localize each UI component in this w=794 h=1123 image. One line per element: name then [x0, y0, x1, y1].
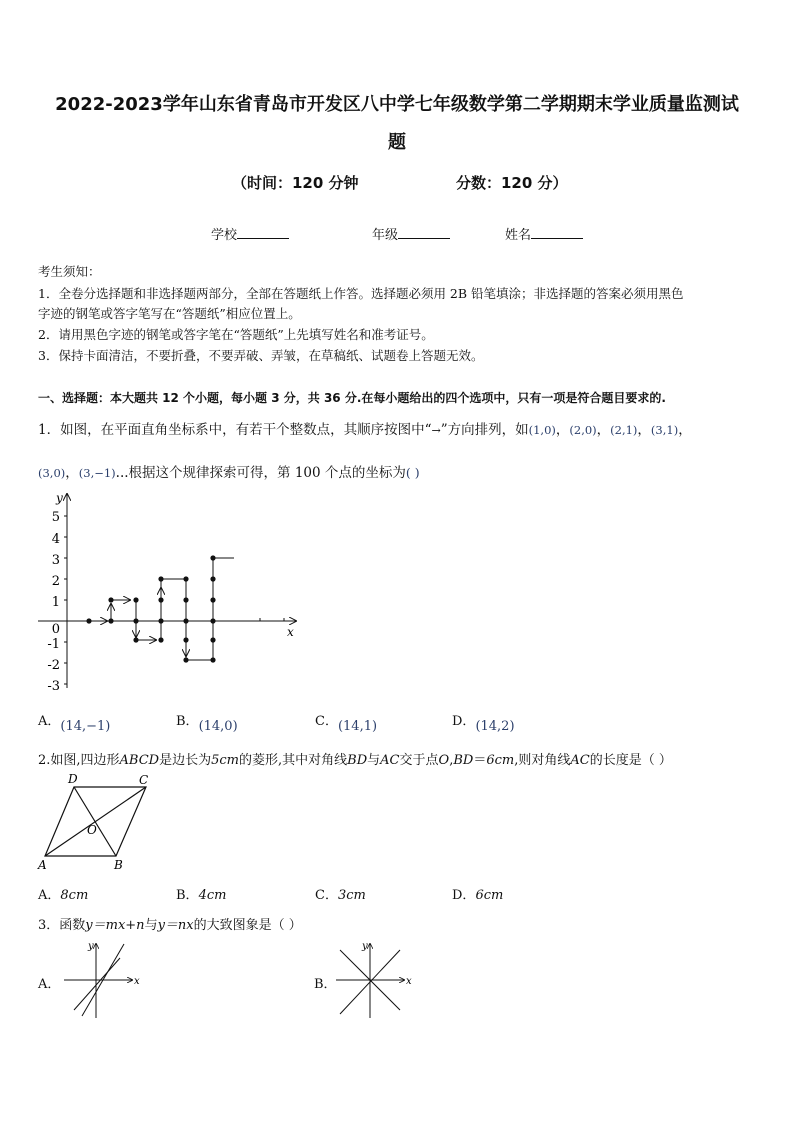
option-letter: C．	[315, 714, 338, 729]
y-tick-label: -3	[47, 679, 60, 694]
y-tick-label: 3	[51, 553, 60, 568]
question-1-line-2: (3,0)，(3,−1)...根据这个规律探索可得，第 100 个点的坐标为( )	[38, 465, 420, 481]
q2-text: 2.如图,四边形	[38, 753, 120, 768]
right-arrow-icon: →	[431, 424, 441, 437]
y-tick-label: 5	[51, 510, 60, 525]
option-value: (14,0)	[198, 719, 238, 734]
page-title: 2022-2023学年山东省青岛市开发区八中学七年级数学第二学期期末学业质量监测试	[55, 94, 739, 115]
option-letter: A．	[38, 888, 61, 903]
exam-score: 分数：120 分）	[456, 174, 568, 192]
option-value: 4cm	[198, 888, 227, 903]
option-letter: B．	[176, 888, 199, 903]
school-label: 学校	[211, 228, 238, 243]
option-value: 3cm	[337, 888, 366, 903]
q3-text: 与	[144, 918, 158, 933]
q2-option-c[interactable]	[315, 884, 366, 903]
vertex-label-d: D	[68, 772, 78, 786]
page-title-continued: 题	[388, 132, 406, 153]
option-value: (14,−1)	[60, 719, 111, 734]
math-var: AC	[570, 753, 590, 768]
answer-paren: ( )	[405, 465, 420, 480]
y-tick-label: 1	[51, 595, 60, 610]
math-var: O	[438, 753, 450, 768]
q1-text: 1．如图，在平面直角坐标系中，有若干个整数点，其顺序按图中“	[38, 422, 432, 438]
q2-text: 是边长为	[159, 753, 212, 768]
notice-item: 3．保持卡面清洁，不要折叠，不要弄破、弄皱，在草稿纸、试题卷上答题无效。	[38, 348, 484, 363]
notice-item: 1．全卷分选择题和非选择题两部分，全部在答题纸上作答。选择题必须用 2B 铅笔填涂；非选择题的答案必须用黑色	[38, 286, 684, 301]
math-var: BD	[453, 753, 474, 768]
q2-option-a[interactable]	[38, 884, 88, 903]
q2-text: 的长度是（ ）	[589, 753, 672, 768]
exam-time: （时间：120 分钟	[232, 174, 359, 192]
math-formula: y＝nx	[157, 918, 194, 933]
question-3	[38, 914, 302, 933]
name-field[interactable]	[505, 224, 583, 243]
math-formula: y＝mx+n	[85, 918, 145, 933]
lattice-points	[86, 555, 215, 662]
question-1-line-1: 1．如图，在平面直角坐标系中，有若干个整数点，其顺序按图中“→”方向排列，如(1,0)，(2,0)，(2,1)，(3,1)，	[38, 422, 692, 438]
center-label-o: O	[87, 823, 97, 837]
q2-option-d[interactable]	[452, 884, 503, 903]
option-letter: D．	[452, 714, 476, 729]
option-value: 8cm	[60, 888, 89, 903]
option-letter: B．	[176, 714, 199, 729]
option-value: (14,2)	[475, 719, 515, 734]
q2-text: 与	[367, 753, 381, 768]
y-tick-label: -2	[47, 658, 60, 673]
point-path	[89, 558, 234, 660]
q2-text: 的菱形,其中对角线	[239, 753, 348, 768]
y-tick-label: 0	[51, 622, 60, 637]
math-var: BD	[347, 753, 368, 768]
q3-option-b-label[interactable]: B．	[314, 977, 337, 992]
q1-option-c[interactable]	[315, 710, 378, 734]
y-axis-label: y	[362, 941, 368, 952]
q3-option-b-graph[interactable]	[334, 938, 416, 1020]
q2-text: ＝	[473, 753, 487, 768]
school-blank[interactable]	[237, 226, 289, 239]
q1-option-a[interactable]	[38, 710, 111, 734]
q2-text: ,则对角线	[514, 753, 571, 768]
vertex-label-c: C	[139, 773, 149, 787]
math-var: 5cm	[211, 753, 240, 768]
grade-label: 年级	[372, 228, 399, 243]
y-axis-label: y	[88, 941, 94, 952]
grade-field[interactable]	[372, 224, 450, 243]
option-value: (14,1)	[337, 719, 378, 734]
name-label: 姓名	[505, 228, 532, 243]
q1-option-d[interactable]	[452, 710, 515, 734]
math-var: AC	[380, 753, 400, 768]
vertex-label-a: A	[38, 858, 47, 872]
y-tick-label: -1	[47, 637, 60, 652]
option-letter: C．	[315, 888, 338, 903]
option-value: 6cm	[475, 888, 504, 903]
q1-coordinate-graph	[38, 488, 308, 698]
q3-option-a-label[interactable]: A．	[38, 977, 61, 992]
option-letter: A．	[38, 714, 61, 729]
point: (3,0)	[38, 466, 66, 480]
option-letter: D．	[452, 888, 476, 903]
notice-heading: 考生须知：	[38, 264, 101, 279]
q2-option-b[interactable]	[176, 884, 226, 903]
vertex-label-b: B	[114, 858, 123, 872]
q1-text: ...根据这个规律探索可得，第 100 个点的坐标为	[115, 465, 406, 481]
x-axis-label: x	[406, 976, 412, 987]
point: (3,−1)	[78, 466, 116, 480]
math-var: ABCD	[119, 753, 160, 768]
y-tick-label: 4	[51, 532, 60, 547]
q2-text: ,	[449, 753, 454, 768]
x-axis-label: x	[287, 625, 294, 639]
point: (2,0)	[569, 423, 597, 437]
q2-rhombus-figure	[36, 770, 156, 874]
q3-option-a-graph[interactable]	[62, 938, 144, 1020]
y-tick-label: 2	[51, 574, 60, 589]
point: (1,0)	[528, 423, 556, 437]
name-blank[interactable]	[531, 226, 583, 239]
question-2	[38, 749, 672, 768]
notice-item: 2．请用黑色字迹的钢笔或答字笔在“答题纸”上先填写姓名和准考证号。	[38, 327, 434, 342]
y-axis-label: y	[56, 491, 63, 505]
notice-item: 字迹的钢笔或答字笔写在“答题纸”相应位置上。	[38, 306, 301, 321]
x-axis-label: x	[134, 976, 140, 987]
q1-option-b[interactable]	[176, 710, 238, 734]
q1-text: ”方向排列，如	[440, 422, 529, 438]
math-var: 6cm	[486, 753, 515, 768]
point: (2,1)	[610, 423, 638, 437]
q3-text: 的大致图象是（ ）	[193, 918, 302, 933]
grade-blank[interactable]	[398, 226, 450, 239]
q3-text: 3．函数	[38, 918, 86, 933]
school-field[interactable]	[211, 224, 289, 243]
q2-text: 交于点	[399, 753, 439, 768]
section-heading: 一、选择题：本大题共 12 个小题，每小题 3 分，共 36 分.在每小题给出的四个选项中，只有一项是符合题目要求的.	[38, 391, 666, 405]
point: (3,1)	[650, 423, 679, 437]
